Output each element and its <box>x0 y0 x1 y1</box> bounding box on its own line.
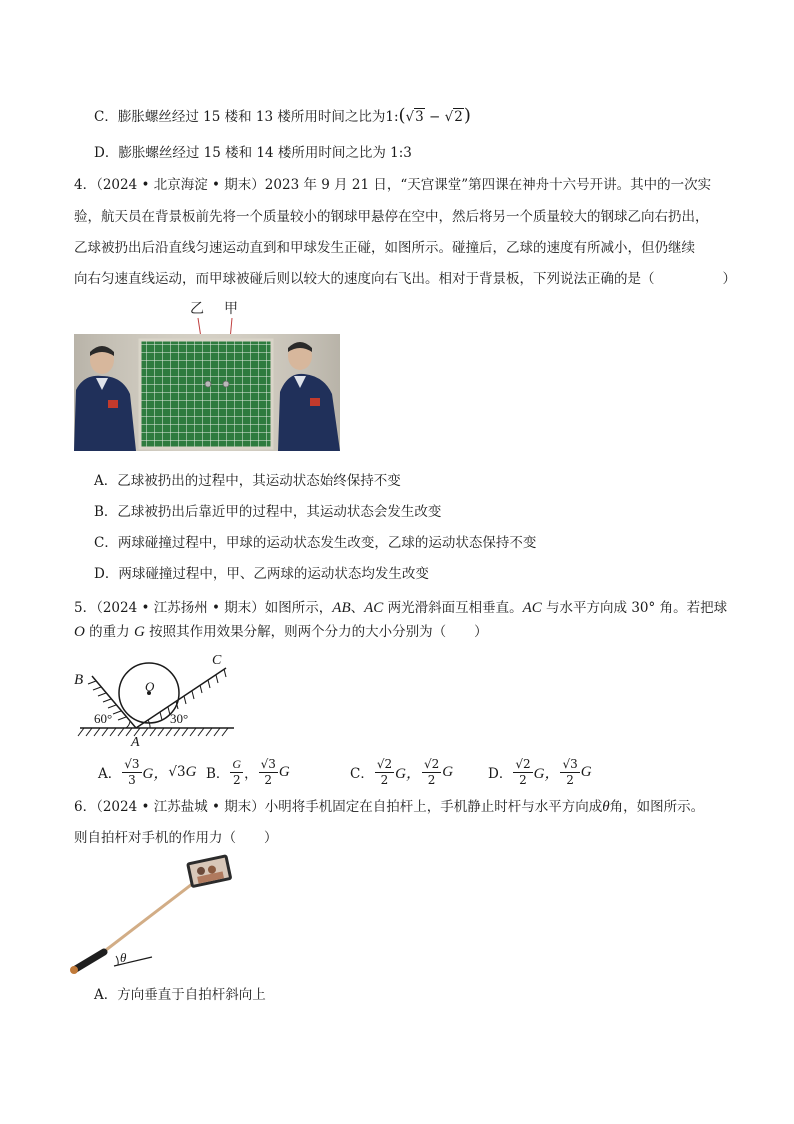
stick-handle <box>74 952 104 970</box>
q6-stem-line-1: 6．（2024 • 江苏盐城 • 期末）小明将手机固定在自拍杆上，手机静止时杆与水平方向成θ角，如图所示。 <box>74 799 705 815</box>
q4-option-d: D．两球碰撞过程中，甲、乙两球的运动状态均发生改变 <box>94 566 429 582</box>
q5-option-b: B． $\frac{G}{2}$ ， $\frac{√3}{2}$ G <box>206 756 290 787</box>
q5-figure <box>74 650 244 752</box>
stick-pole <box>106 878 200 950</box>
q3-option-d: D．膨胀螺丝经过 15 楼和 14 楼所用时间之比为 1:3 <box>94 145 412 161</box>
q5-option-c: C． $\frac{√2}{2}$ G， $\frac{√2}{2}$ G <box>350 756 454 787</box>
phone <box>186 854 232 888</box>
q4-stem-line-4: 向右匀速直线运动，而甲球被碰后则以较大的速度向右飞出。相对于背景板，下列说法正确的是（ ） <box>74 271 736 287</box>
label-angle-60: 60° <box>94 711 113 726</box>
label-c: C <box>212 653 222 668</box>
label-theta: θ <box>120 950 127 965</box>
q4-label-ball-a: 甲 <box>224 301 238 317</box>
q3-option-c: C．膨胀螺丝经过 15 楼和 13 楼所用时间之比为1:(√3 − √2) <box>94 105 471 126</box>
ball-a <box>223 381 229 387</box>
space-station-photo <box>74 334 340 451</box>
q4-stem-line-3: 乙球被扔出后沿直线匀速运动直到和甲球发生正碰，如图所示。碰撞后，乙球的速度有所减小，但仍继续 <box>74 240 695 256</box>
q5-option-a: A． $\frac{√3}{3}$ G， √3 G <box>98 756 197 787</box>
label-o: O <box>145 679 155 694</box>
green-grid-board <box>140 340 272 448</box>
label-a: A <box>131 735 140 750</box>
q4-option-b: B．乙球被扔出后靠近甲的过程中，其运动状态会发生改变 <box>94 504 442 520</box>
label-angle-30: 30° <box>170 711 189 726</box>
q6-figure <box>70 852 240 978</box>
q4-figure <box>74 296 344 454</box>
q4-stem-line-1: 4．（2024 • 北京海淀 • 期末）2023 年 9 月 21 日，“天宫课堂”第四课在神舟十六号开讲。其中的一次实 <box>74 177 712 193</box>
q5-stem-line-2: O 的重力 G 按照其作用效果分解，则两个分力的大小分别为（ ） <box>74 624 488 640</box>
q4-label-ball-b: 乙 <box>190 301 204 317</box>
ball-b <box>205 381 211 387</box>
q4-stem-line-2: 验，航天员在背景板前先将一个质量较小的钢球甲悬停在空中，然后将另一个质量较大的钢球乙向右扔出， <box>74 209 709 225</box>
q6-stem-line-2: 则自拍杆对手机的作用力（ ） <box>74 830 278 846</box>
q5-option-d: D． $\frac{√2}{2}$ G， $\frac{√3}{2}$ G <box>488 756 592 787</box>
label-b: B <box>74 672 84 688</box>
q4-option-a: A．乙球被扔出的过程中，其运动状态始终保持不变 <box>94 473 401 489</box>
q5-stem-line-1: 5．（2024 • 江苏扬州 • 期末）如图所示，AB、AC 两光滑斜面互相垂直。AC 与水平方向成 30° 角。若把球 <box>74 600 728 616</box>
q4-option-c: C．两球碰撞过程中，甲球的运动状态发生改变，乙球的运动状态保持不变 <box>94 535 537 551</box>
q6-option-a: A．方向垂直于自拍杆斜向上 <box>94 987 266 1003</box>
